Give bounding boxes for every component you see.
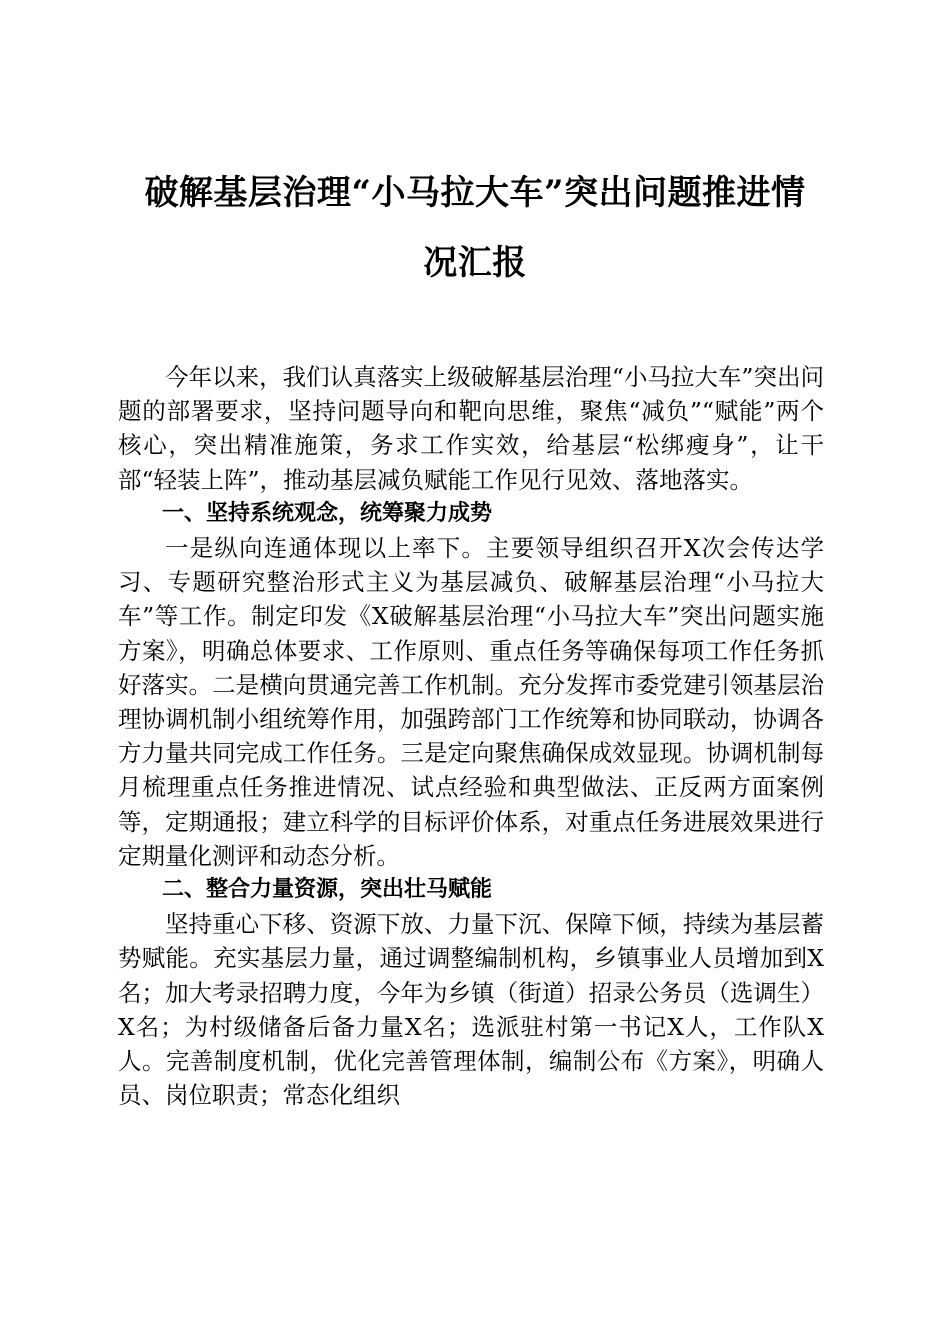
section-2-paragraph: 坚持重心下移、资源下放、力量下沉、保障下倾，持续为基层蓄势赋能。充实基层力量，通过调整编制机构，乡镇事业人员增加到X名；加大考录招聘力度，今年为乡镇（街道）招录公务员（选调生）X名；为村级储备后备力量X名；选派驻村第一书记X人，工作队X人。完善制度机制，优化完善管理体制，编制公布《方案》，明确人员、岗位职责；常态化组织 [118,910,824,1110]
title-line-1: 破解基层治理“小马拉大车”突出问题推进情 [144,173,806,213]
document-body [118,360,824,1112]
title-line-2: 况汇报 [423,243,527,283]
section-1-paragraph: 一是纵向连通体现以上率下。主要领导组织召开X次会传达学习、专题研究整治形式主义为基层减负、破解基层治理“小马拉大车”等工作。制定印发《X破解基层治理“小马拉大车”突出问题实施方案》，明确总体要求、工作原则、重点任务等确保每项工作任务抓好落实。二是横向贯通完善工作机制。充分发挥市委党建引领基层治理协调机制小组统筹作用，加强跨部门工作统筹和协同联动，协调各方力量共同完成工作任务。三是定向聚焦确保成效显现。协调机制每月梳理重点任务推进情况、试点经验和典型做法、正反两方面案例等，定期通报；建立科学的目标评价体系，对重点任务进展效果进行定期量化测评和动态分析。 [118,534,824,870]
section-heading-1: 一、坚持系统观念，统筹聚力成势 [162,500,493,526]
section-heading-2: 二、整合力量资源，突出壮马赋能 [162,877,493,903]
document-title [118,158,832,298]
intro-paragraph: 今年以来，我们认真落实上级破解基层治理“小马拉大车”突出问题的部署要求，坚持问题导向和靶向思维，聚焦“减负”“赋能”两个核心，突出精准施策，务求工作实效，给基层“松绑瘦身”，让干部“轻装上阵”，推动基层减负赋能工作见行见效、落地落实。 [118,363,824,494]
